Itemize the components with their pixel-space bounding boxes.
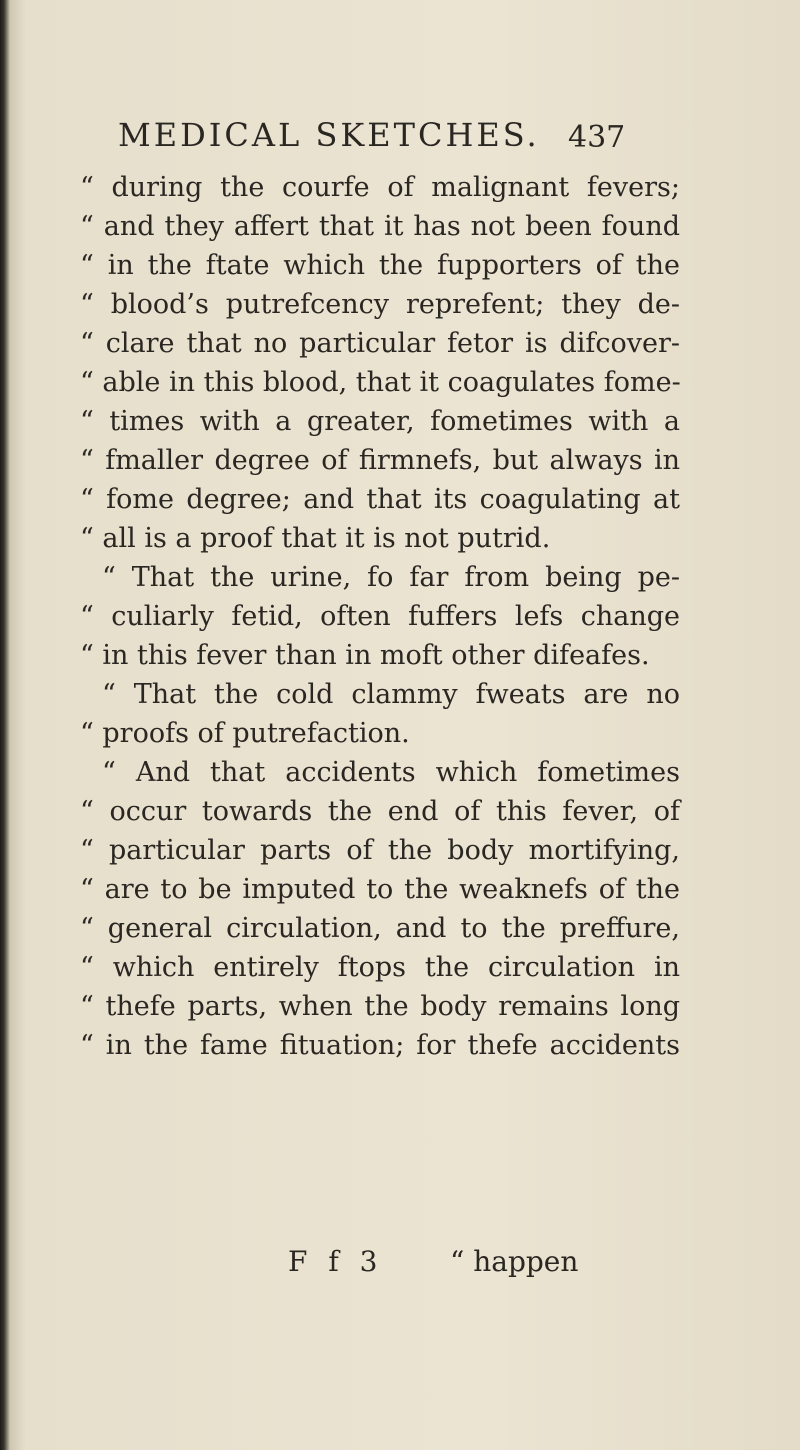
text-line: “ And that accidents which fometimes xyxy=(102,757,680,788)
text-line: “ times with a greater, fometimes with a xyxy=(80,406,680,437)
text-line: “ That the cold clammy fweats are no xyxy=(102,679,680,710)
signature-mark: F f 3 xyxy=(288,1245,384,1278)
text-line: “ all is a proof that it is not putrid. xyxy=(80,523,551,554)
text-line: “ fome degree; and that its coagulating at xyxy=(80,484,680,515)
text-line: “ particular parts of the body mortifying, xyxy=(80,835,680,866)
page-header xyxy=(118,116,678,154)
text-line: “ blood’s putrefcency reprefent; they de- xyxy=(80,289,680,320)
text-line: “ proofs of putrefaction. xyxy=(80,718,410,749)
page-number: 437 xyxy=(568,120,626,155)
text-line: “ able in this blood, that it coagulates fome- xyxy=(80,367,681,398)
body-text xyxy=(80,168,680,1065)
text-line: “ which entirely ftops the circulation in xyxy=(80,952,680,983)
text-line: “ during the courfe of malignant fevers; xyxy=(80,172,680,203)
text-line: “ in the fame fituation; for thefe accidents xyxy=(80,1030,680,1061)
running-title: MEDICAL SKETCHES. xyxy=(118,116,540,154)
text-line: “ are to be imputed to the weaknefs of the xyxy=(80,874,680,905)
text-line: “ in this fever than in moft other difeafes. xyxy=(80,640,650,671)
text-line: “ That the urine, fo far from being pe- xyxy=(102,562,680,593)
text-line: “ in the ftate which the fupporters of the xyxy=(80,250,680,281)
text-line: “ clare that no particular fetor is difcover- xyxy=(80,328,680,359)
text-line: “ general circulation, and to the preffure, xyxy=(80,913,680,944)
text-line: “ and they affert that it has not been found xyxy=(80,211,680,242)
text-line: “ fmaller degree of firmnefs, but always in xyxy=(80,445,680,476)
text-line: “ occur towards the end of this fever, of xyxy=(80,796,680,827)
text-line: “ thefe parts, when the body remains long xyxy=(80,991,680,1022)
text-line: “ culiarly fetid, often fuffers lefs change xyxy=(80,601,680,632)
page-footer xyxy=(288,1245,680,1278)
catchword: “ happen xyxy=(450,1245,579,1278)
